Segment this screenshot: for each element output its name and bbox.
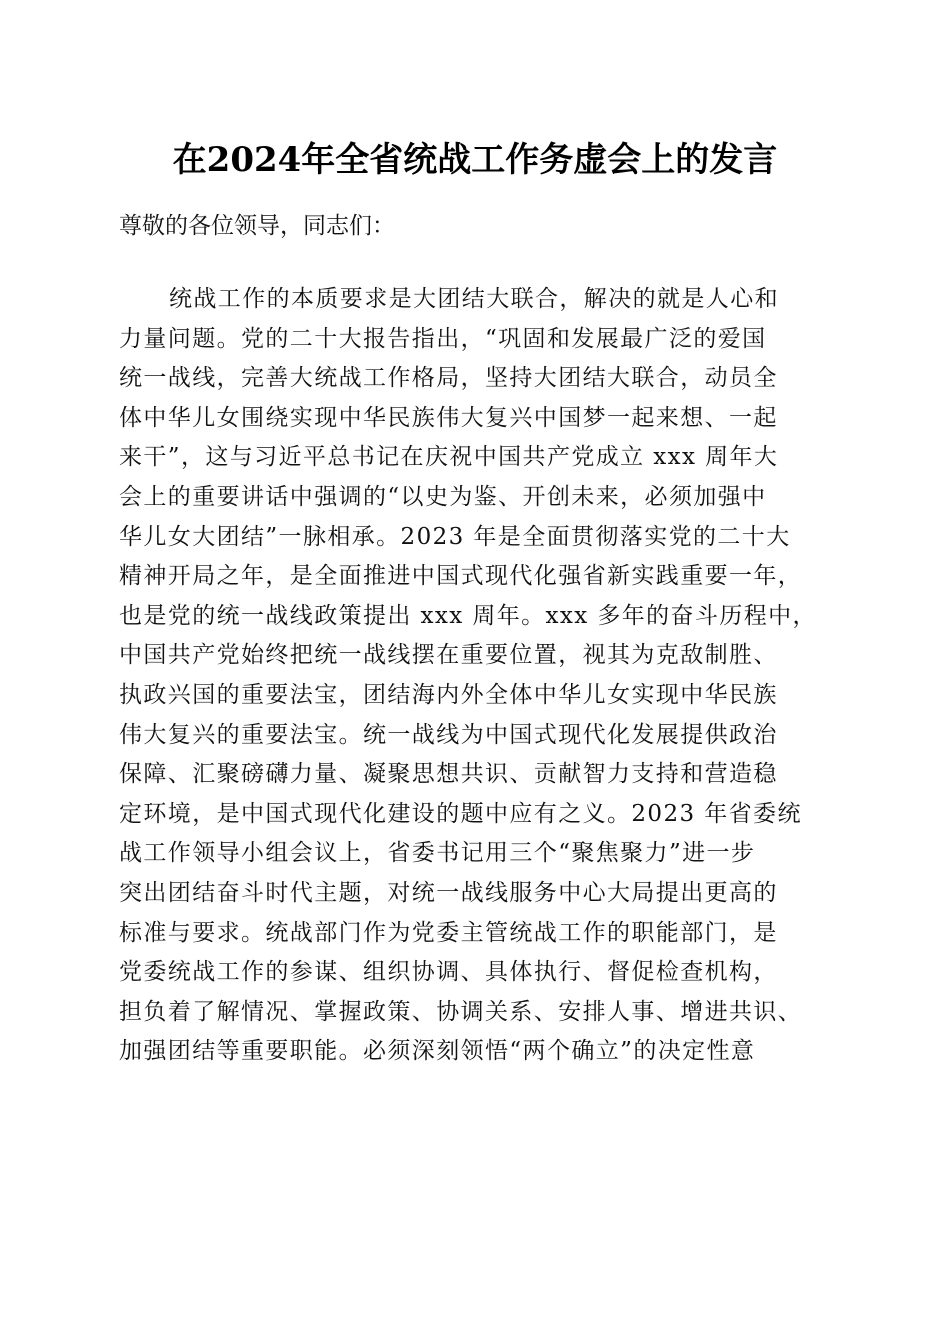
text-line: 来干”，这与习近平总书记在庆祝中国共产党成立 xxx 周年大 xyxy=(119,444,779,471)
text-line: 体中华儿女围绕实现中华民族伟大复兴中国梦一起来想、一起 xyxy=(119,404,778,431)
text-line: 伟大复兴的重要法宝。统一战线为中国式现代化发展提供政治 xyxy=(119,721,778,748)
text-line: 保障、汇聚磅礴力量、凝聚思想共识、贡献智力支持和营造稳 xyxy=(119,761,778,788)
text-line: 加强团结等重要职能。必须深刻领悟“两个确立”的决定性意 xyxy=(119,1038,756,1065)
text-line: 华儿女大团结”一脉相承。2023 年是全面贯彻落实党的二十大 xyxy=(119,523,791,550)
text-line: 突出团结奋斗时代主题，对统一战线服务中心大局提出更高的 xyxy=(119,879,778,906)
text-line: 中国共产党始终把统一战线摆在重要位置，视其为克敌制胜、 xyxy=(119,642,778,669)
text-line: 标准与要求。统战部门作为党委主管统战工作的职能部门，是 xyxy=(119,919,778,946)
text-line: 也是党的统一战线政策提出 xxx 周年。xxx 多年的奋斗历程中， xyxy=(119,602,817,629)
text-line: 会上的重要讲话中强调的“以史为鉴、开创未来，必须加强中 xyxy=(119,483,767,510)
text-line: 战工作领导小组会议上，省委书记用三个“聚焦聚力”进一步 xyxy=(119,840,756,867)
document-title: 在2024年全省统战工作务虚会上的发言 xyxy=(172,140,778,180)
salutation: 尊敬的各位领导，同志们： xyxy=(119,213,395,239)
text-line: 力量问题。党的二十大报告指出，“巩固和发展最广泛的爱国 xyxy=(119,325,767,352)
text-line: 精神开局之年，是全面推进中国式现代化强省新实践重要一年， xyxy=(119,563,803,590)
text-line: 统战工作的本质要求是大团结大联合，解决的就是人心和 xyxy=(169,286,779,312)
text-line: 担负着了解情况、掌握政策、协调关系、安排人事、增进共识、 xyxy=(119,998,803,1025)
text-line: 党委统战工作的参谋、组织协调、具体执行、督促检查机构， xyxy=(119,959,778,986)
body-paragraph xyxy=(119,280,839,1072)
text-line: 统一战线，完善大统战工作格局，坚持大团结大联合，动员全 xyxy=(119,365,778,392)
text-line: 执政兴国的重要法宝，团结海内外全体中华儿女实现中华民族 xyxy=(119,681,778,708)
text-line: 定环境，是中国式现代化建设的题中应有之义。2023 年省委统 xyxy=(119,800,802,827)
